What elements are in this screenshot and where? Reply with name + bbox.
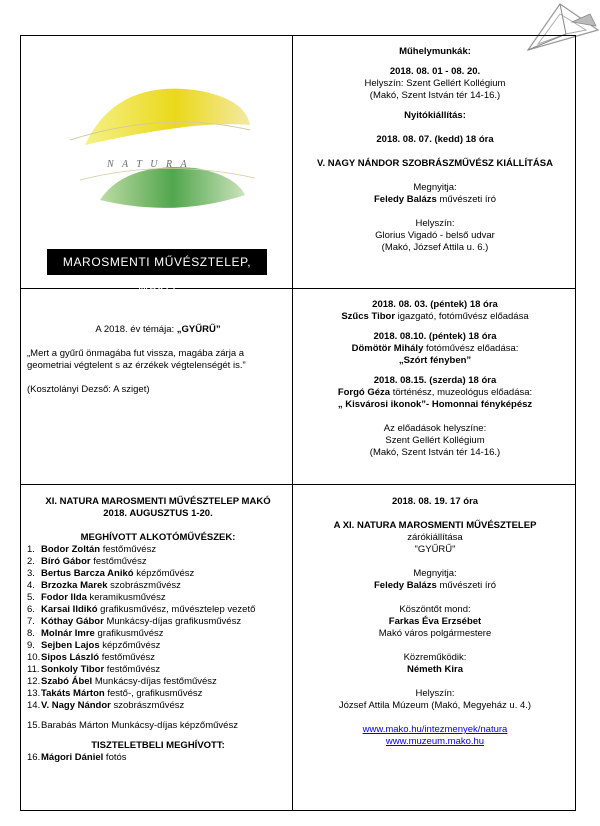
closing-date: 2018. 08. 19. 17 óra [391,496,479,507]
lectures-cell [293,299,577,459]
opening-date: 2018. 08. 07. (kedd) 18 óra [376,134,494,145]
workshops-dates: 2018. 08. 01 - 08. 20. [389,66,481,77]
row-divider-1 [21,288,575,289]
quote-source: (Kosztolányi Dezső: A sziget) [27,384,150,395]
list-item: 3. Bertus Barcza Anikó képzőművész [27,568,195,579]
list-item: 7. Kóthay Gábor Munkácsy-díjas grafikusművész [27,616,242,627]
honorary-heading: TISZTELETBELI MEGHÍVOTT: [91,740,225,751]
theme-word: „GYŰRŰ” [176,324,221,335]
lectures-venue-line1: Szent Gellért Kollégium [385,435,485,446]
lecture3-date: 2018. 08.15. (szerda) 18 óra [373,375,497,386]
closing-place: József Attila Múzeum (Makó, Megyeház u. 4.) [338,700,532,711]
artists-title-line2: 2018. AUGUSZTUS 1-20. [103,508,213,519]
artists-cell [27,496,289,764]
closing-opener-name: Feledy Balázs [374,580,437,591]
list-item: 6. Karsai Ildikó grafikusművész, művésztelep vezető [27,604,256,615]
closing-place-label: Helyszín: [415,688,455,699]
lecture3-title: „ Kisvárosi ikonok”- Homonnai fényképész [337,399,533,410]
natura-link[interactable]: www.mako.hu/intezmenyek/natura [362,724,508,735]
list-item: 1. Bodor Zoltán festőművész [27,544,157,555]
contrib-name: Németh Kira [407,664,463,675]
lecture1-date: 2018. 08. 03. (péntek) 18 óra [372,299,498,310]
list-item: 12.Szabó Ábel Munkácsy-díjas festőművész [27,676,217,687]
greeting-label: Köszöntőt mond: [399,604,471,615]
list-item: 4. Brzozka Marek szobrászművész [27,580,181,591]
natura-wordmark: N A T U R A [107,159,190,170]
lecture3-desc: történész, muzeológus előadása: [390,387,533,398]
workshops-venue-address: (Makó, Szent István tér 14-16.) [369,90,501,101]
place-label: Helyszín: [415,218,455,229]
natura-emblem-icon [45,50,267,250]
lectures-venue-line2: (Makó, Szent István tér 14-16.) [369,447,501,458]
closing-title: A XI. NATURA MAROSMENTI MŰVÉSZTELEP [333,520,537,531]
list-item-honorary: 16.Mágori Dániel fotós [27,752,127,763]
list-item-extra: 15.Barabás Márton Munkácsy-díjas képzőművész [27,720,238,731]
greeting-name: Farkas Éva Erzsébet [388,616,482,627]
opener-label: Megnyitja: [413,182,457,193]
list-item: 8. Molnár Imre grafikusművész [27,628,164,639]
program-table [20,35,576,811]
lecture1-desc: igazgató, fotóművész előadása [395,311,529,322]
closing-opener-role: művészeti író [436,580,496,591]
opener-role: művészeti író [436,194,496,205]
artist-list [27,544,289,764]
workshops-heading: Műhelymunkák: [399,46,471,57]
theme-prefix: A 2018. év témája: [95,324,177,335]
closing-theme: "GYŰRŰ" [414,544,456,555]
greeting-role: Makó város polgármestere [378,628,492,639]
lecture3-name: Forgó Géza [337,387,391,398]
opening-cell [293,46,577,254]
lecture1-name: Szűcs Tibor [341,311,396,322]
list-item: 2. Bíró Gábor festőművész [27,556,147,567]
lecture2-name: Dömötör Mihály [351,343,424,354]
opening-heading: Nyitókiállítás: [404,110,466,121]
list-item: 13.Takáts Márton festő-, grafikusművész [27,688,203,699]
closing-subtitle: zárókiállítása [407,532,463,543]
list-item: 14.V. Nagy Nándor szobrászművész [27,700,185,711]
quote-line1: „Mert a gyűrű önmagába fut vissza, magába zárja a [27,348,245,359]
quote-line2: geometriai végtelent s az érzékek végtelenségét is.” [27,360,246,371]
museum-link[interactable]: www.muzeum.mako.hu [385,736,485,747]
list-item: 5. Fodor Ilda keramikusművész [27,592,166,603]
contrib-label: Közreműködik: [403,652,467,663]
theme-cell [27,324,289,396]
opener [293,194,577,206]
lecture2-date: 2018. 08.10. (péntek) 18 óra [373,331,497,342]
list-item: 9. Sejben Lajos képzőművész [27,640,161,651]
place-line1: Glorius Vigadó - belső udvar [375,230,495,241]
natura-logo [45,50,267,295]
row-divider-2 [21,484,575,485]
artists-title-line1: XI. NATURA MAROSMENTI MŰVÉSZTELEP MAKÓ [45,496,271,507]
list-item: 11.Sonkoly Tibor festőművész [27,664,161,675]
place-line2: (Makó, József Attila u. 6.) [381,242,489,253]
logo-band: MAROSMENTI MŰVÉSZTELEP, MAKÓ [47,249,267,275]
logo-cell [21,36,292,295]
invited-heading: MEGHÍVOTT ALKOTÓMŰVÉSZEK: [80,532,236,543]
lectures-venue-label: Az előadások helyszíne: [383,423,487,434]
opener-name: Feledy Balázs [374,194,437,205]
exhibition-title: V. NAGY NÁNDOR SZOBRÁSZMŰVÉSZ KIÁLLÍTÁSA [317,158,553,169]
list-item: 10.Sipos László festőművész [27,652,156,663]
workshops-venue: Helyszín: Szent Gellért Kollégium [364,78,506,89]
closing-opener-label: Megnyitja: [413,568,457,579]
lecture2-desc: fotóművész előadása: [423,343,519,354]
closing-cell [293,496,577,748]
lecture2-title: „Szórt fényben” [398,355,472,366]
